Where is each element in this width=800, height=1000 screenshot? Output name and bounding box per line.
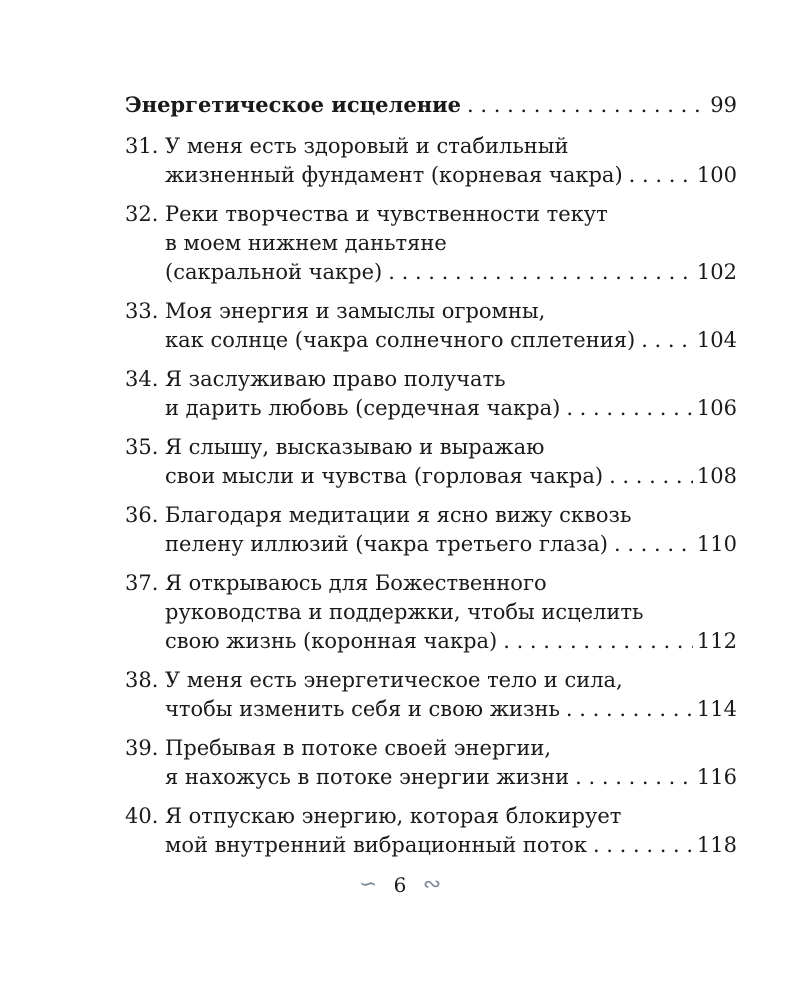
toc-entry-text: Я отпускаю энергию, которая блокирует	[165, 804, 622, 828]
toc-entry-line	[125, 132, 737, 161]
dot-leader	[629, 161, 693, 190]
toc-entry	[125, 365, 737, 423]
toc-entry-page-number: 104	[696, 328, 737, 352]
toc-entry-text: Я открываюсь для Божественного	[165, 571, 547, 595]
toc-entry-line	[125, 229, 737, 258]
dot-leader	[575, 763, 693, 792]
toc-entry-number: 40.	[125, 804, 159, 828]
toc-entry-page-number: 118	[696, 833, 737, 857]
toc-entries	[125, 132, 737, 860]
dot-leader	[614, 530, 693, 559]
toc-entry-last-line	[125, 161, 737, 190]
toc-entry-text: руководства и поддержки, чтобы исцелить	[165, 600, 644, 624]
toc-entry-text: Реки творчества и чувственности текут	[165, 202, 608, 226]
section-title: Энергетическое исцеление	[125, 92, 462, 117]
table-of-contents	[125, 88, 737, 860]
toc-entry	[125, 132, 737, 190]
toc-entry-last-line	[125, 326, 737, 355]
toc-entry-text: чтобы изменить себя и свою жизнь	[165, 697, 560, 721]
toc-entry-page-number: 110	[696, 532, 737, 556]
toc-entry-text: жизненный фундамент (корневая чакра)	[165, 163, 623, 187]
section-heading	[125, 88, 737, 122]
toc-entry-text: в моем нижнем даньтяне	[165, 231, 447, 255]
toc-entry	[125, 501, 737, 559]
toc-entry	[125, 297, 737, 355]
swirl-ornament-right-icon: ∾	[422, 871, 442, 897]
toc-entry-number: 38.	[125, 668, 159, 692]
toc-entry-last-line	[125, 258, 737, 287]
toc-entry-number: 35.	[125, 435, 159, 459]
toc-entry-number: 39.	[125, 736, 159, 760]
toc-entry-page-number: 116	[696, 765, 737, 789]
toc-entry-text: У меня есть здоровый и стабильный	[165, 134, 569, 158]
toc-entry	[125, 200, 737, 287]
section-page-number: 99	[710, 93, 737, 117]
toc-entry-text: свои мысли и чувства (горловая чакра)	[165, 464, 604, 488]
toc-entry-text: Благодаря медитации я ясно вижу сквозь	[165, 503, 632, 527]
toc-entry	[125, 734, 737, 792]
toc-entry-last-line	[125, 831, 737, 860]
toc-entry-text: и дарить любовь (сердечная чакра)	[165, 396, 561, 420]
toc-entry-page-number: 112	[696, 629, 737, 653]
toc-entry-line	[125, 433, 737, 462]
toc-entry-page-number: 114	[696, 697, 737, 721]
toc-entry-line	[125, 734, 737, 763]
toc-entry-line	[125, 598, 737, 627]
dot-leader	[503, 627, 693, 656]
toc-entry-page-number: 108	[696, 464, 737, 488]
toc-entry-line	[125, 666, 737, 695]
dot-leader	[641, 326, 693, 355]
toc-entry	[125, 666, 737, 724]
toc-entry-last-line	[125, 763, 737, 792]
toc-entry-text: Пребывая в потоке своей энергии,	[165, 736, 552, 760]
toc-entry	[125, 433, 737, 491]
toc-entry-number: 33.	[125, 299, 159, 323]
dot-leader	[388, 258, 693, 287]
toc-entry	[125, 802, 737, 860]
toc-entry-page-number: 102	[696, 260, 737, 284]
toc-entry-last-line	[125, 462, 737, 491]
toc-entry-last-line	[125, 627, 737, 656]
swirl-ornament-left-icon: ∽	[358, 871, 378, 897]
toc-entry-number: 32.	[125, 202, 159, 226]
toc-entry-text: мой внутренний вибрационный поток	[165, 833, 587, 857]
toc-entry-text: пелену иллюзий (чакра третьего глаза)	[165, 532, 608, 556]
dot-leader	[566, 695, 693, 724]
toc-entry-last-line	[125, 394, 737, 423]
toc-entry-number: 31.	[125, 134, 159, 158]
toc-entry-line	[125, 802, 737, 831]
toc-entry-page-number: 106	[696, 396, 737, 420]
toc-entry-number: 37.	[125, 571, 159, 595]
toc-entry-text: (сакральной чакре)	[165, 260, 383, 284]
page-folio: 6	[393, 872, 407, 897]
toc-entry-text: Я заслуживаю право получать	[165, 367, 506, 391]
toc-entry-number: 36.	[125, 503, 159, 527]
page-footer	[0, 868, 800, 900]
toc-entry-text: У меня есть энергетическое тело и сила,	[165, 668, 623, 692]
toc-entry-text: свою жизнь (коронная чакра)	[165, 629, 498, 653]
dot-leader	[467, 88, 706, 122]
toc-entry	[125, 569, 737, 656]
toc-entry-text: Моя энергия и замыслы огромны,	[165, 299, 546, 323]
toc-entry-line	[125, 365, 737, 394]
toc-entry-page-number: 100	[696, 163, 737, 187]
toc-entry-line	[125, 569, 737, 598]
dot-leader	[566, 394, 693, 423]
toc-entry-text: я нахожусь в потоке энергии жизни	[165, 765, 570, 789]
toc-entry-text: как солнце (чакра солнечного сплетения)	[165, 328, 636, 352]
toc-entry-text: Я слышу, высказываю и выражаю	[165, 435, 545, 459]
toc-entry-last-line	[125, 695, 737, 724]
toc-entry-line	[125, 501, 737, 530]
toc-entry-line	[125, 297, 737, 326]
dot-leader	[593, 831, 693, 860]
dot-leader	[609, 462, 693, 491]
toc-entry-line	[125, 200, 737, 229]
toc-entry-number: 34.	[125, 367, 159, 391]
toc-entry-last-line	[125, 530, 737, 559]
